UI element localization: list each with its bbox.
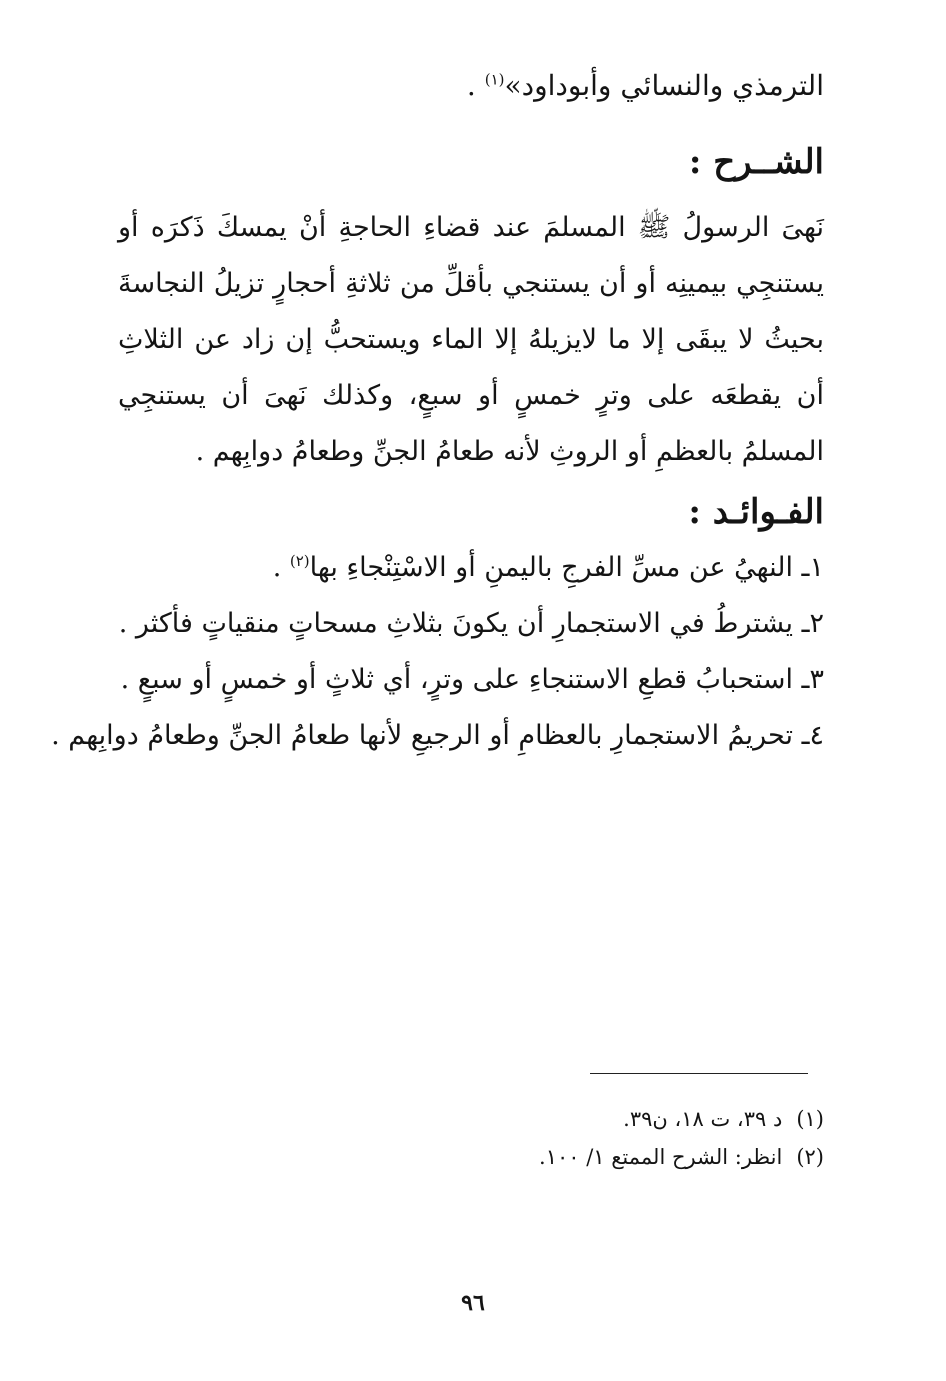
page-number: ٩٦ <box>461 1290 485 1316</box>
footnote-number: (١) <box>796 1107 824 1131</box>
intro-line <box>118 64 824 108</box>
footnote-number: (٢) <box>796 1145 824 1169</box>
footnotes-list <box>118 1100 824 1176</box>
benefit-item <box>118 540 824 596</box>
benefits-list <box>51 540 824 764</box>
sharh-paragraph: نَهىَ الرسولُ ﷺ المسلمَ عند قضاءِ الحاجةِ أنْ يمسكَ ذَكرَه أو يستنجِي بيمينِه أو أن يستنجي بأقلِّ من ثلاثةِ أحجارٍ تزيلُ النجاسةَ بحيثُ لا يبقَى إلا ما لايزيلهُ إلا الماء ويستحبُّ إن زاد عن الثلاثِ أن يقطعَه على وترٍ خمسٍ أو سبعٍ، وكذلك نَهىَ أن يستنجِي المسلمُ بالعظمِ أو الروثِ لأنه طعامُ الجنِّ وطعامُ دوابِهم . <box>118 212 824 467</box>
footnote-ref-1: (١) <box>484 70 505 89</box>
intro-text: الترمذي والنسائي وأبوداود» <box>504 69 824 102</box>
benefit-text: ٣ـ استحبابُ قطعِ الاستنجاءِ على وترٍ، أي ثلاثٍ أو خمسٍ أو سبعٍ . <box>120 664 824 695</box>
benefit-text: ٢ـ يشترطُ في الاستجمارِ أن يكونَ بثلاثِ مسحاتٍ منقياتٍ فأكثر . <box>118 608 824 639</box>
sharh-heading: الشــرح : <box>688 142 824 182</box>
intro-end: . <box>466 69 485 102</box>
footnote-text: د ٣٩، ت ١٨، ن٣٩. <box>623 1107 783 1131</box>
footnote-ref-2: (٢) <box>289 552 310 570</box>
footnote-item <box>118 1100 824 1138</box>
footnote-item <box>118 1138 824 1176</box>
fawaid-heading: الفـوائـد : <box>688 492 824 532</box>
benefit-item <box>51 708 824 764</box>
benefit-item <box>118 652 824 708</box>
footnote-separator <box>590 1073 808 1074</box>
benefit-end: . <box>272 552 290 583</box>
footnote-text: انظر: الشرح الممتع ١/ ١٠٠. <box>539 1145 783 1169</box>
benefit-text: ١ـ النهيُ عن مسِّ الفرجِ باليمنِ أو الاسْتِنْجاءِ بها <box>309 552 824 583</box>
benefit-text: ٤ـ تحريمُ الاستجمارِ بالعظامِ أو الرجيعِ لأنها طعامُ الجنِّ وطعامُ دوابِهم . <box>51 720 824 751</box>
benefit-item <box>118 596 824 652</box>
